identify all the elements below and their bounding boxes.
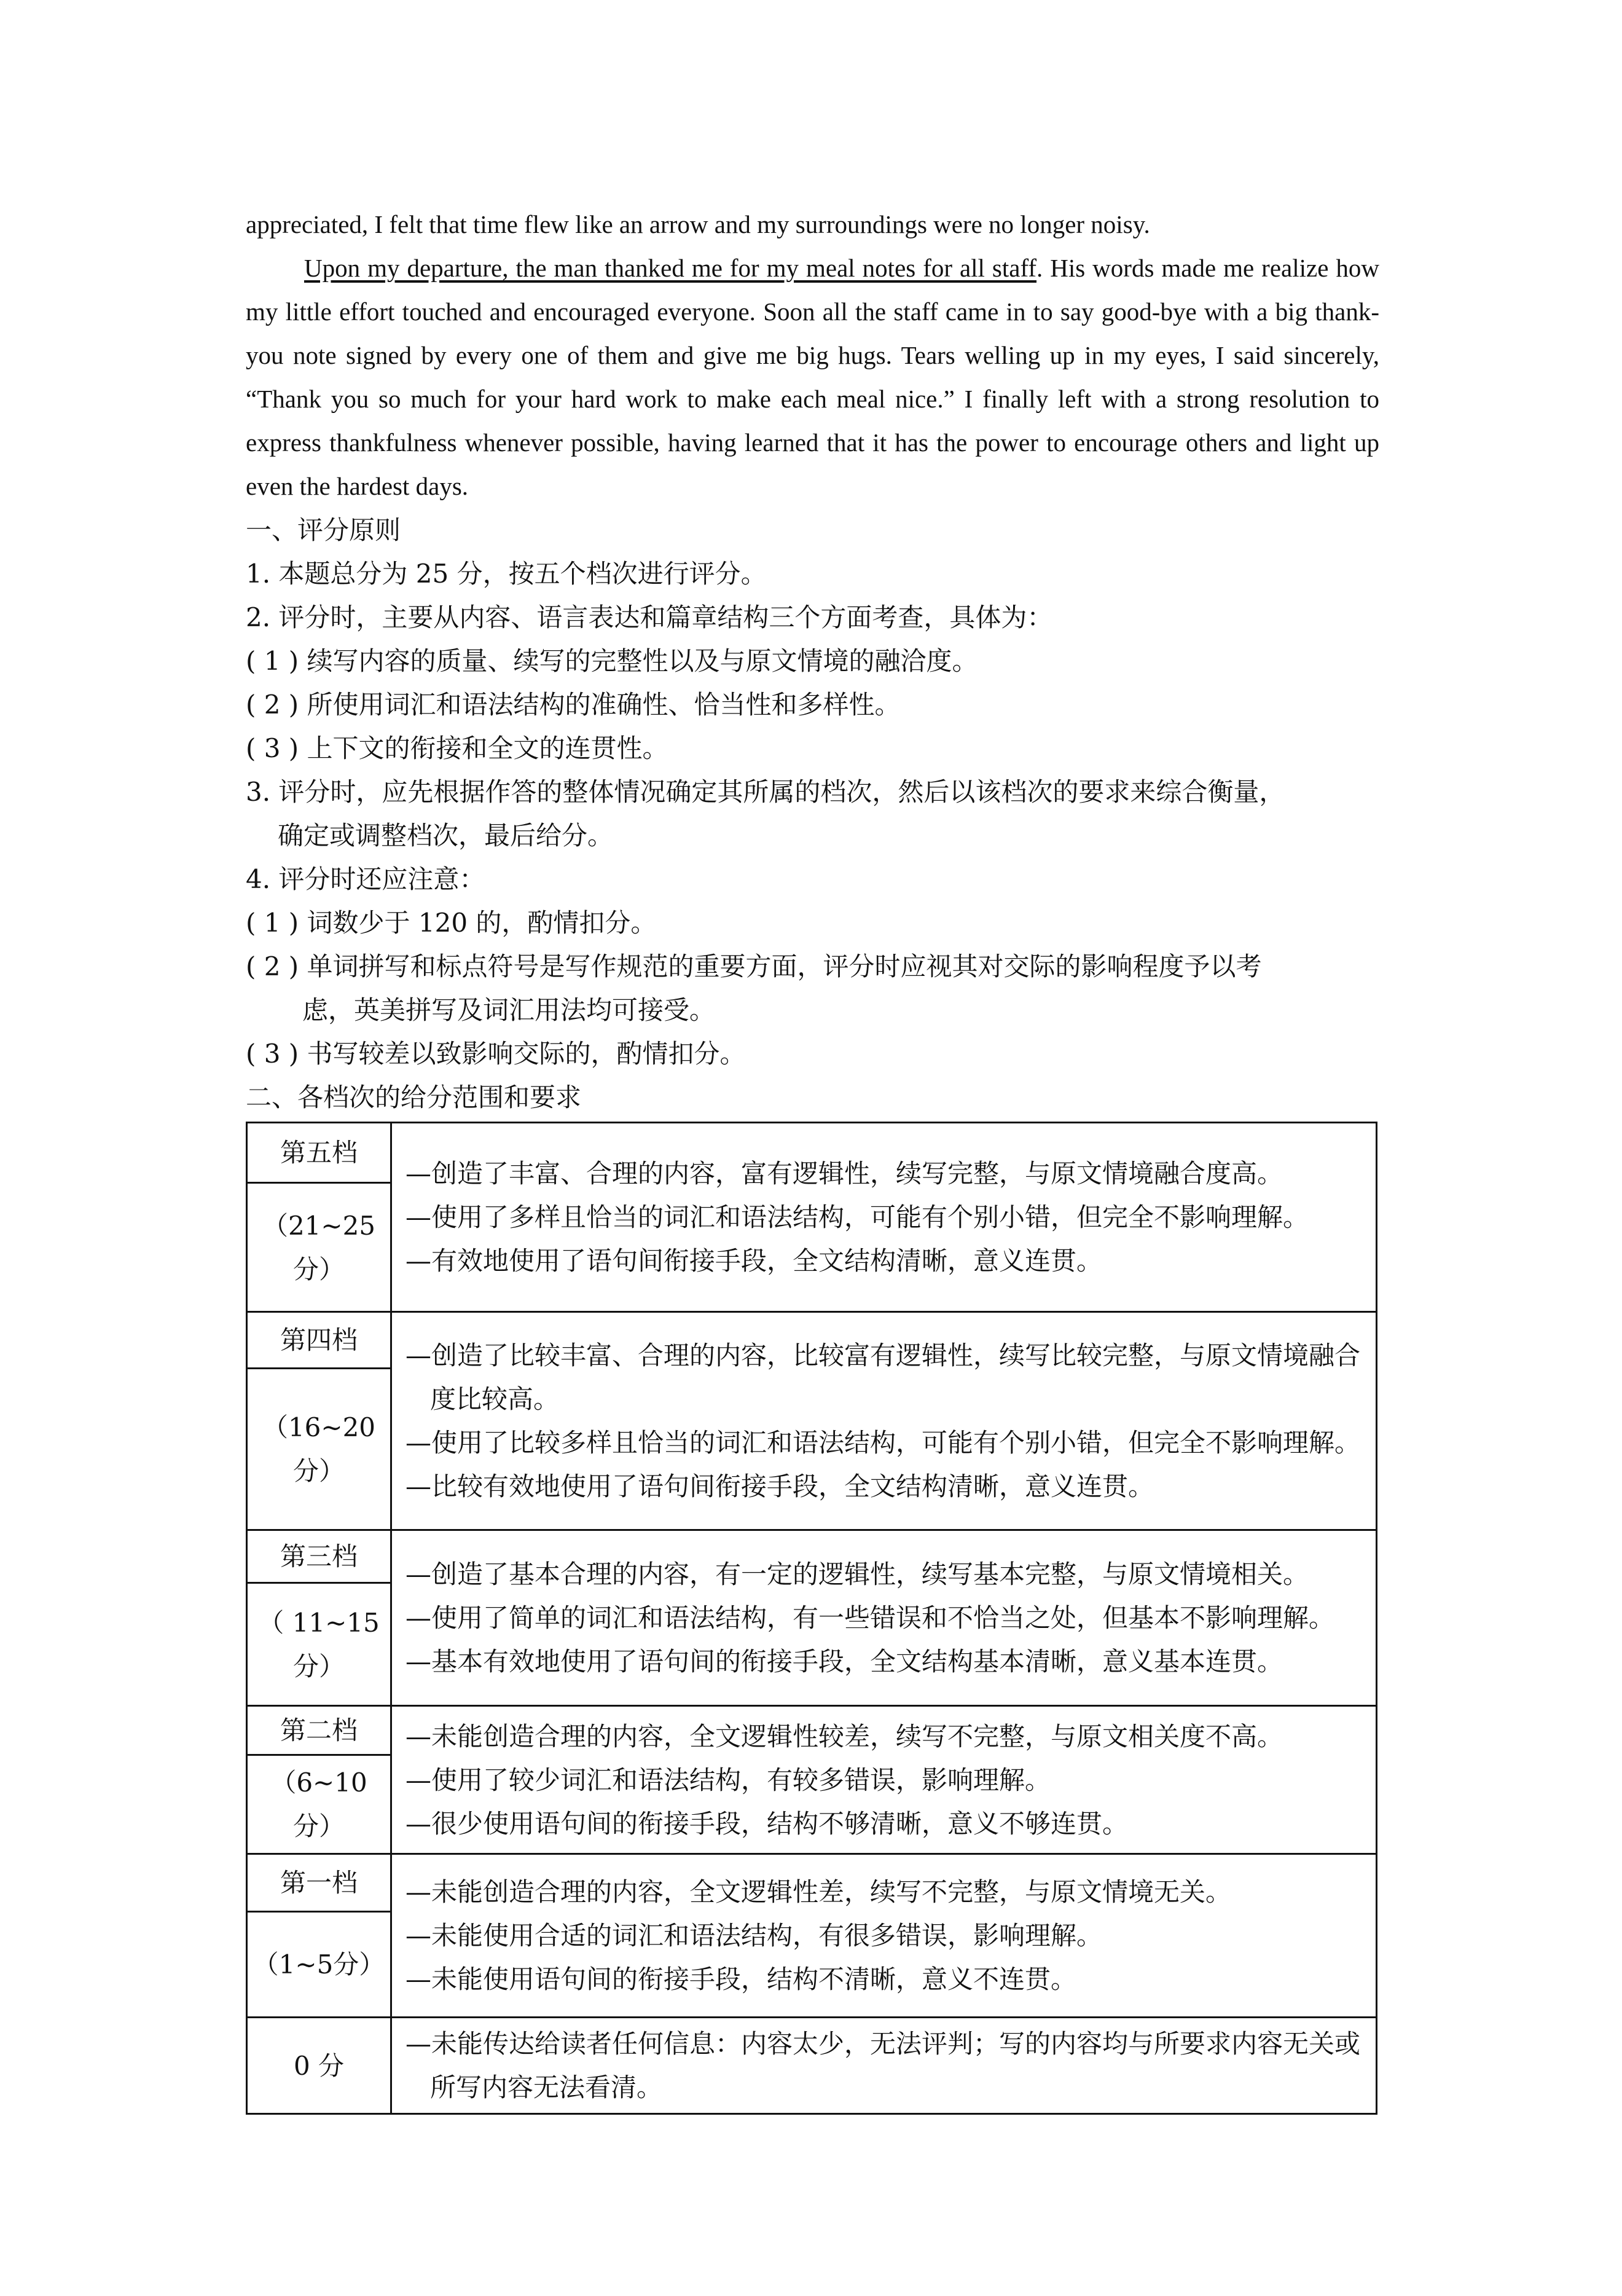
- criterion-line: —使用了多样且恰当的词汇和语法结构，可能有个别小错，但完全不影响理解。: [406, 1202, 1309, 1232]
- rule-item: 2. 评分时，主要从内容、语言表达和篇章结构三个方面考查，具体为：: [246, 602, 1053, 632]
- section-heading-rules: 一、评分原则: [246, 515, 401, 545]
- grade-description: [391, 2018, 1377, 2114]
- grade-level: 第五档: [247, 1123, 391, 1183]
- grade-description: [391, 1706, 1377, 1854]
- grade-score-range: （ 11~15分）: [247, 1583, 391, 1706]
- criterion-line: —未能传达给读者任何信息：内容太少，无法评判；写的内容均与所要求内容无关或所写内容无法看清。: [406, 2029, 1361, 2102]
- grade-description: [391, 1123, 1377, 1312]
- criterion-line: —创造了丰富、合理的内容，富有逻辑性，续写完整，与原文情境融合度高。: [406, 1158, 1283, 1189]
- grade-level: 0 分: [247, 2018, 391, 2114]
- rule-item: 4. 评分时还应注意：: [246, 864, 485, 894]
- grade-score-range: （16~20分）: [247, 1369, 391, 1530]
- criterion-line: —未能使用语句间的衔接手段，结构不清晰，意义不连贯。: [406, 1964, 1077, 1994]
- criterion-line: —使用了简单的词汇和语法结构，有一些错误和不恰当之处，但基本不影响理解。: [406, 1603, 1335, 1633]
- grade-level: 第三档: [247, 1530, 391, 1583]
- rule-item-continuation: 确定或调整档次，最后给分。: [278, 820, 614, 851]
- rule-subitem: ( 1 ) 词数少于 120 的，酌情扣分。: [246, 908, 657, 938]
- grade-score-range: （6~10分）: [247, 1755, 391, 1854]
- criterion-line: —使用了较少词汇和语法结构，有较多错误，影响理解。: [406, 1764, 1051, 1795]
- essay-paragraph: [246, 246, 1379, 508]
- grade-level: 第四档: [247, 1312, 391, 1369]
- rule-subitem: ( 2 ) 所使用词汇和语法结构的准确性、恰当性和多样性。: [246, 690, 901, 720]
- underlined-sentence: Upon my departure, the man thanked me for my meal notes for all staff: [304, 254, 1037, 282]
- rule-subitem: ( 3 ) 上下文的衔接和全文的连贯性。: [246, 733, 668, 763]
- grade-description: [391, 1312, 1377, 1530]
- grade-description: [391, 1854, 1377, 2018]
- grade-score-range: （1~5分）: [247, 1912, 391, 2018]
- grade-level: 第一档: [247, 1854, 391, 1912]
- grade-level: 第二档: [247, 1706, 391, 1755]
- criterion-line: —比较有效地使用了语句间衔接手段，全文结构清晰，意义连贯。: [406, 1471, 1154, 1501]
- document-page: [246, 203, 1379, 2115]
- grade-score-range: （21~25分）: [247, 1183, 391, 1312]
- rule-item: 1. 本题总分为 25 分，按五个档次进行评分。: [246, 559, 767, 589]
- criterion-line: —有效地使用了语句间衔接手段，全文结构清晰，意义连贯。: [406, 1246, 1103, 1276]
- criterion-line: —创造了基本合理的内容，有一定的逻辑性，续写基本完整，与原文情境相关。: [406, 1559, 1309, 1589]
- criterion-line: —使用了比较多样且恰当的词汇和语法结构，可能有个别小错，但完全不影响理解。: [406, 1428, 1361, 1458]
- criterion-line: —创造了比较丰富、合理的内容，比较富有逻辑性，续写比较完整，与原文情境融合度比较高。: [406, 1340, 1361, 1414]
- rule-subitem: ( 3 ) 书写较差以致影响交际的，酌情扣分。: [246, 1039, 746, 1069]
- criterion-line: —基本有效地使用了语句间的衔接手段，全文结构基本清晰，意义基本连贯。: [406, 1646, 1283, 1677]
- criterion-line: —未能创造合理的内容，全文逻辑性差，续写不完整，与原文情境无关。: [406, 1877, 1232, 1907]
- section-heading-grades: 二、各档次的给分范围和要求: [246, 1082, 582, 1112]
- grade-description: [391, 1530, 1377, 1706]
- criterion-line: —很少使用语句间的衔接手段，结构不够清晰，意义不够连贯。: [406, 1808, 1129, 1839]
- rule-item: 3. 评分时，应先根据作答的整体情况确定其所属的档次，然后以该档次的要求来综合衡量，: [246, 777, 1285, 807]
- rule-subitem: ( 2 ) 单词拼写和标点符号是写作规范的重要方面，评分时应视其对交际的影响程度予以考: [246, 951, 1262, 981]
- criterion-line: —未能使用合适的词汇和语法结构，有很多错误，影响理解。: [406, 1921, 1103, 1951]
- rule-subitem: ( 1 ) 续写内容的质量、续写的完整性以及与原文情境的融洽度。: [246, 646, 978, 676]
- criterion-line: —未能创造合理的内容，全文逻辑性较差，续写不完整，与原文相关度不高。: [406, 1721, 1283, 1751]
- grading-table: [246, 1122, 1377, 2115]
- essay-line: appreciated, I felt that time flew like an arrow and my surroundings were no longer noisy.: [246, 210, 1150, 238]
- rule-subitem-continuation: 虑，英美拼写及词汇用法均可接受。: [302, 995, 716, 1025]
- paragraph-text: . His words made me realize how my little effort touched and encouraged everyone. Soon all the staff came in to say good-bye with a big thank-you note signed by every one of them and give me big hugs. Tears welling up in my eyes, I said sincerely, “Thank you so much for your hard work to make each meal nice.” I finally left with a strong resolution to express thankfulness whenever possible, having learned that it has the power to encourage others and light up even the hardest days.: [246, 254, 1379, 500]
